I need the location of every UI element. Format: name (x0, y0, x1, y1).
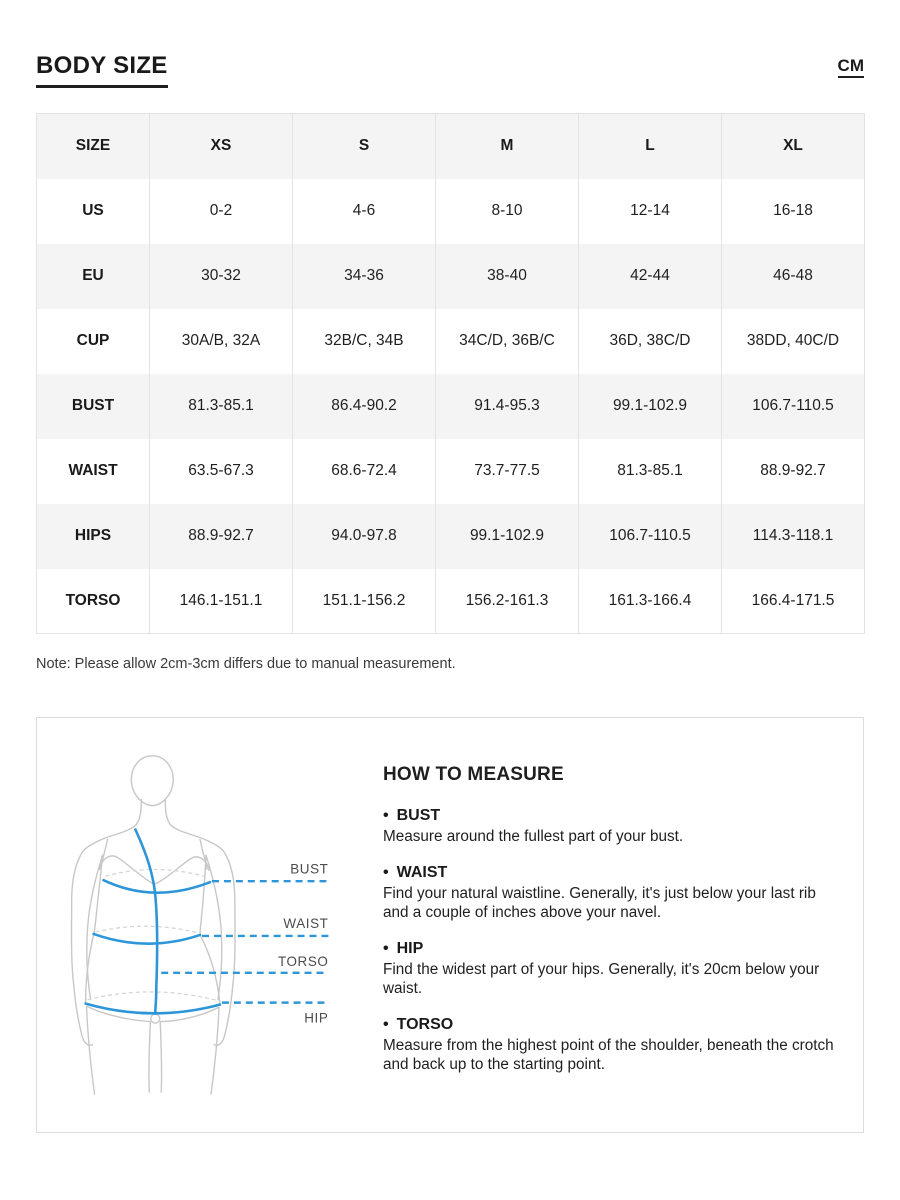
header (36, 54, 864, 88)
guide-item-waist (383, 864, 845, 923)
leader-lines (161, 881, 328, 1002)
col-header-xs: XS (150, 114, 293, 179)
size-table (36, 113, 865, 634)
row-label: WAIST (68, 462, 118, 479)
right-bra-cup (154, 857, 209, 884)
guide-item-label: • TORSO (383, 1016, 845, 1034)
table-row-cup (37, 309, 865, 374)
cell: 8-10 (436, 179, 579, 244)
left-leg-inner (149, 1023, 150, 1093)
cell: 46-48 (722, 244, 865, 309)
guide-item-text: Measure around the fullest part of your bust. (383, 828, 684, 845)
col-header-s: S (293, 114, 436, 179)
bust-measure-line (104, 880, 210, 892)
right-arm-inner (206, 855, 222, 999)
figure-labels (278, 861, 328, 1025)
cell: 88.9-92.7 (722, 439, 865, 504)
guide-item-label: • BUST (383, 807, 845, 825)
cell: 63.5-67.3 (150, 439, 293, 504)
right-leg-inner (160, 1023, 161, 1093)
cell: 73.7-77.5 (436, 439, 579, 504)
guide-item-label: • HIP (383, 940, 845, 958)
guide-item-text: Find your natural waistline. Generally, it's just below your last rib and a couple of inches above your navel. (383, 884, 816, 922)
right-leg-outer (211, 1008, 219, 1095)
cell: 114.3-118.1 (722, 504, 865, 569)
guide-item-hip (383, 940, 845, 999)
guide-item-text: Measure from the highest point of the shoulder, beneath the crotch and back up to the starting point. (383, 1036, 834, 1074)
row-label: TORSO (65, 591, 121, 609)
table-row-torso (37, 569, 865, 634)
col-header-m: M (436, 114, 579, 179)
figure-label-torso: TORSO (277, 953, 329, 969)
table-row-bust (37, 374, 865, 439)
figure-label-hip: HIP (304, 1010, 329, 1026)
guide-item-torso (383, 1016, 845, 1075)
cell: 38DD, 40C/D (722, 309, 865, 374)
cell: 94.0-97.8 (293, 504, 436, 569)
cell: 42-44 (579, 244, 722, 309)
row-label: EU (82, 267, 104, 284)
cell: 99.1-102.9 (436, 504, 579, 569)
cell: 106.7-110.5 (579, 504, 722, 569)
cell: 4-6 (293, 179, 436, 244)
cell: 86.4-90.2 (293, 374, 436, 439)
left-bra-cup (100, 856, 155, 884)
col-header-xl: XL (722, 114, 865, 179)
hip-back-arc (88, 992, 218, 1001)
bust-back-arc (106, 870, 209, 878)
cell: 0-2 (150, 179, 293, 244)
row-label: US (82, 202, 104, 219)
table-row-hips (37, 504, 865, 569)
measure-guide (382, 718, 865, 1132)
cell: 38-40 (436, 244, 579, 309)
page-title: BODY SIZE (36, 54, 168, 88)
cell: 151.1-156.2 (293, 569, 436, 634)
measurement-note: Note: Please allow 2cm-3cm differs due to manual measurement. (36, 656, 456, 672)
cell: 156.2-161.3 (436, 569, 579, 634)
cell: 146.1-151.1 (150, 569, 293, 634)
torso-measure-line (135, 829, 157, 1013)
col-header-size: SIZE (75, 137, 111, 155)
figure-outline (72, 756, 236, 1094)
cell: 161.3-166.4 (579, 569, 722, 634)
cell: 68.6-72.4 (293, 439, 436, 504)
body-figure-illustration (37, 718, 382, 1132)
cell: 99.1-102.9 (579, 374, 722, 439)
left-leg-outer (87, 1007, 95, 1095)
row-label: BUST (71, 397, 115, 414)
cell: 166.4-171.5 (722, 569, 865, 634)
hip-measure-line (86, 1004, 220, 1014)
how-to-measure-panel (36, 717, 864, 1133)
cell: 91.4-95.3 (436, 374, 579, 439)
table-row-waist (37, 439, 865, 504)
figure-label-bust: BUST (290, 861, 329, 877)
unit-toggle-cm[interactable]: CM (838, 57, 864, 78)
row-label: CUP (76, 332, 110, 349)
crotch-marker (151, 1014, 160, 1023)
cell: 12-14 (579, 179, 722, 244)
right-torso-side (200, 855, 220, 1003)
table-header-row (37, 114, 865, 179)
cell: 30A/B, 32A (150, 309, 293, 374)
cell: 81.3-85.1 (150, 374, 293, 439)
head-outline (131, 756, 173, 806)
waist-back-arc (96, 926, 199, 933)
guide-item-bust (383, 807, 845, 847)
cell: 32B/C, 34B (293, 309, 436, 374)
right-bra-strap (200, 839, 207, 869)
row-label: HIPS (74, 527, 112, 544)
guide-item-text: Find the widest part of your hips. Generally, it's 20cm below your waist. (383, 960, 820, 998)
cell: 36D, 38C/D (579, 309, 722, 374)
cell: 16-18 (722, 179, 865, 244)
cell: 88.9-92.7 (150, 504, 293, 569)
table-row-us (37, 179, 865, 244)
guide-title: HOW TO MEASURE (383, 764, 564, 785)
guide-item-label: • WAIST (383, 864, 845, 882)
col-header-l: L (579, 114, 722, 179)
waist-measure-line (94, 934, 200, 944)
table-row-eu (37, 244, 865, 309)
body-figure (37, 718, 382, 1132)
cell: 34C/D, 36B/C (436, 309, 579, 374)
cell: 30-32 (150, 244, 293, 309)
cell: 81.3-85.1 (579, 439, 722, 504)
cell: 34-36 (293, 244, 436, 309)
figure-label-waist: WAIST (283, 915, 329, 931)
cell: 106.7-110.5 (722, 374, 865, 439)
